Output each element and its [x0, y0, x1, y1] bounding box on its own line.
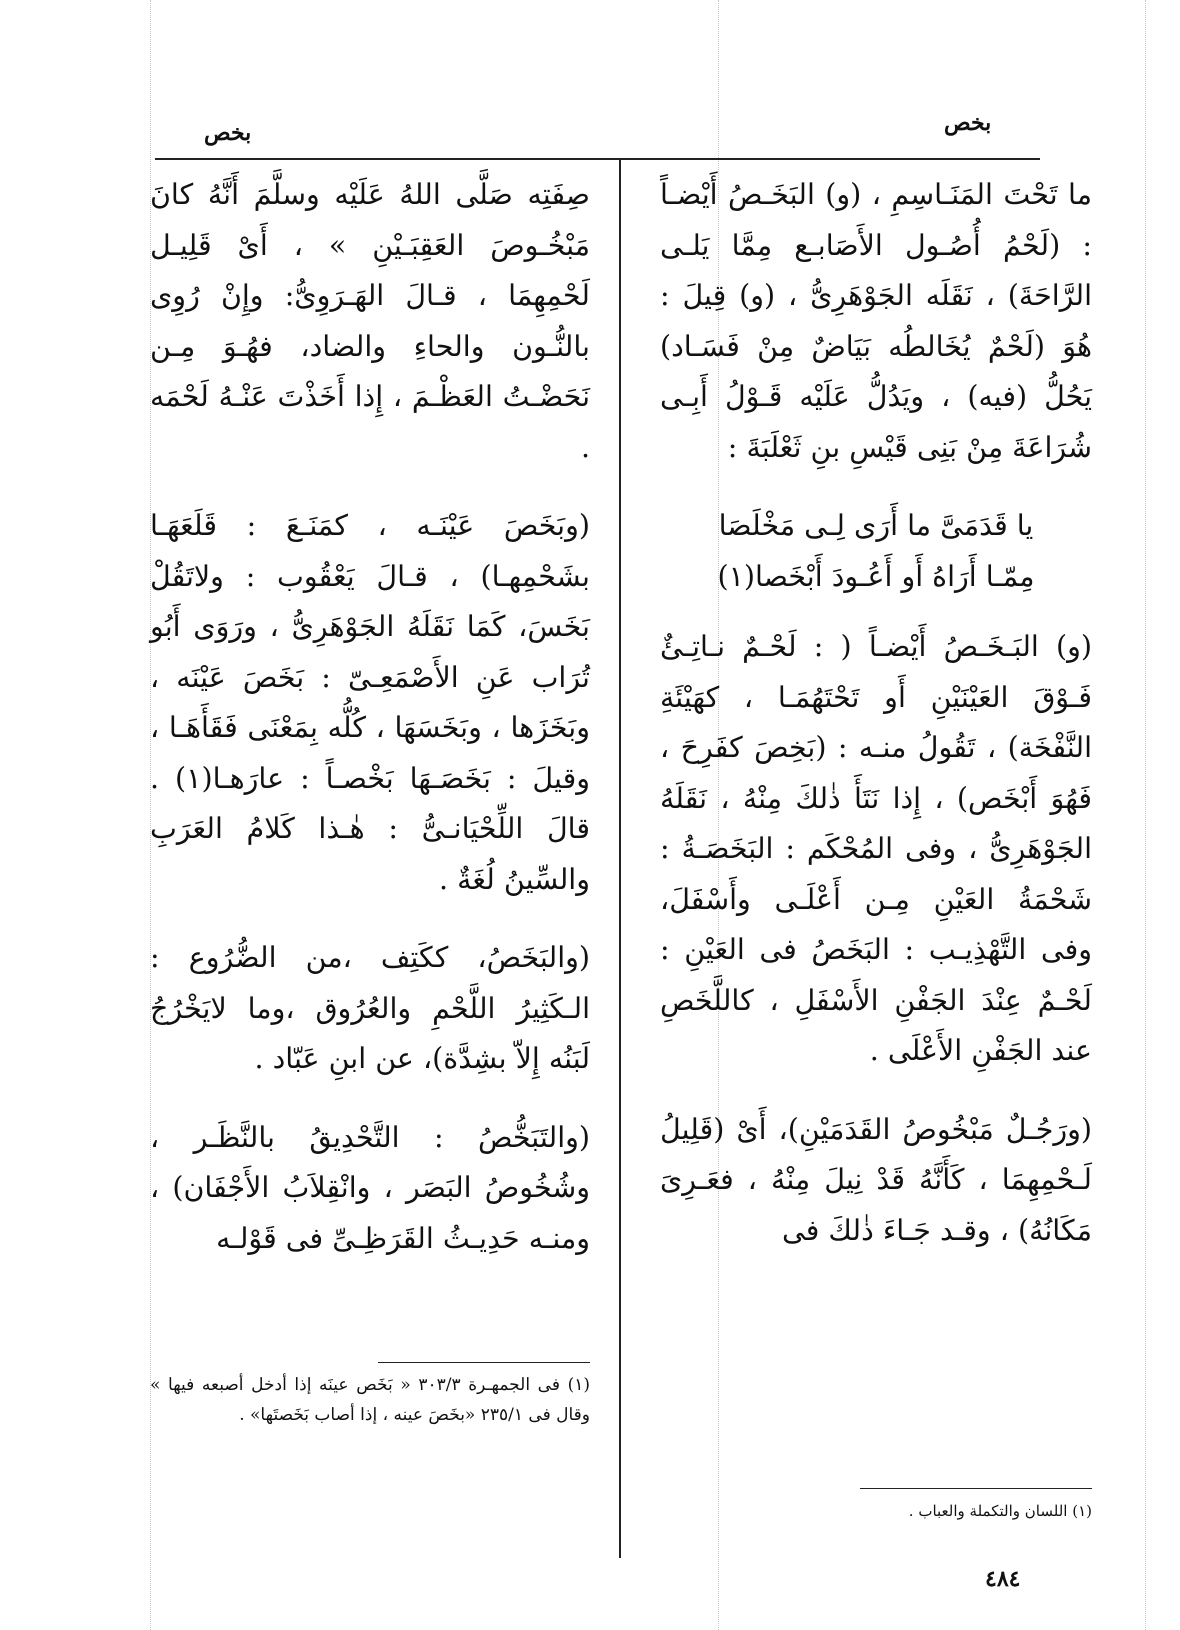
paragraph: (والتَبَخُّصُ : التَّحْدِيقُ بالنَّظَـر ، وشُخُوصُ البَصَر ، وانْقِلاَبُ الأَجْفَان) ، ومنـه حَدِيـثُ القَرَظِـىِّ فى قَوْلـه: [150, 1120, 590, 1255]
left-column: [150, 170, 590, 1292]
footnote: (١) فى الجمهـرة ٣٠٣/٣ « بَخَص عينَه إذا أدخل أصبعه فيها » وقال فى ٢٣٥/١ «بخَصَ عينه ، إذا أصاب بَخَصتَها» .: [150, 1375, 590, 1425]
paragraph: ما تَحْتَ المَنَـاسِمِ ، (و) البَخَـصُ أَيْضـاً : (لَحْمُ أُصُـول الأَصَابـع مِمَّا يَلـى الرَّاحَةَ) ، نَقَلَه الجَوْهَرِىُّ ، (و) قِيلَ : هُوَ (لَحْمٌ يُخَالطُه بَيَاضٌ مِنْ فَسَـاد) يَحُلُّ (فيه) ، ويَدُلُّ عَلَيْه قَـوْلُ أَبِـى شُرَاعَةَ مِنْ بَنِى قَيْسِ بنِ ثَعْلَبَةَ :: [660, 178, 1092, 464]
footnote-rule: [378, 1362, 590, 1363]
paragraph: (و) البَـخَـصُ أَيْضـاً ( : لَحْـمٌ نـاتِـئٌ فَـوْقَ العَيْنَيْنِ أَو تَحْتَهُمَـا ، كهَيْئَةِ النَّفْخَة) ، تَقُولُ منـه : (بَخِصَ كفَرِحَ ، فَهُوَ أَبْخَص) ، إِذا نَتَأَ ذٰلكَ مِنْهُ ، نَقَلَهُ الجَوْهَرِىُّ ، وفى المُحْكَم : البَخَصَـةُ : شَحْمَةُ العَيْنِ مِـن أَعْلَـى وأَسْفَلَ، وفى التَّهْذِيـب : البَخَصُ فى العَيْنِ : لَحْـمٌ عِنْدَ الجَفْنِ الأَسْفَلِ ، كاللَّخَصِ عند الجَفْنِ الأَعْلَى .: [660, 630, 1092, 1067]
footnote: (١) اللسان والتكملة والعباب .: [908, 1502, 1092, 1520]
running-header-right: بخص: [944, 110, 992, 136]
paragraph: (ورَجُـلٌ مَبْخُوصُ القَدَمَيْنِ)، أَىْ (قَلِيلُ لَـحْمِهِمَا ، كَأَنَّهُ قَدْ نِيلَ مِنْهُ ، فعَـرِىَ مَكَانُهُ) ، وقـد جَـاءَ ذٰلكَ فى: [660, 1112, 1092, 1247]
verse-line: يا قَدَمَىَّ ما أَرَى لِـى مَخْلَصَا: [718, 509, 1034, 542]
running-header-left: بخص: [204, 120, 252, 146]
footnote-rule: [860, 1488, 1092, 1489]
page-number: ٤٨٤: [985, 1566, 1021, 1592]
scan-guide-line: [1145, 0, 1146, 1630]
paragraph: (وبَخَصَ عَيْنَـه ، كمَنَـعَ : قَلَعَهَـا بشَحْمِهـا) ، قـالَ يَعْقُوب : ولاتَقُلْ بَخَسَ، كَمَا نَقَلَهُ الجَوْهَرِىُّ ، ورَوَى أَبُو تُرَاب عَنِ الأَصْمَعِـىّ : بَخَصَ عَيْنَه ، وبَخَزَها ، وبَخَسَهَا ، كُلُّه بِمَعْنَى فَقَأَهَـا ، وقيلَ : بَخَصَـهَا بَخْصـاً : عارَهـا(١) . قالَ اللِّحْيَانـىُّ : هٰـذا كَلامُ العَرَبِ والسِّينُ لُغَةٌ .: [150, 509, 590, 896]
paragraph: (والبَخَصُ، ككَتِف ،من الضُّرُوع : الـكَثِيرُ اللَّحْمِ والعُرُوق ،وما لايَخْرُجُ لَبَنُه إِلاّ بشِدَّة)، عن ابنِ عَبّاد .: [150, 941, 590, 1075]
verse-line: مِمّـا أَرَاهُ أَو أَعُـودَ أَبْخَصا(١): [717, 559, 1035, 593]
paragraph: صِفَتِه صَلَّى اللهُ عَلَيْه وسلَّمَ أَنَّهُ كانَ مَبْخُـوصَ العَقِبَـيْنِ » ، أَىْ قَلِيـل لَحْمِهِمَا ، قـالَ الهَـرَوِىُّ: وإِنْ رُوِى بالنُّـون والحاءِ والضاد، فهُـوَ مِـن نَحَضْـتُ العَظْـمَ ، إِذا أَخَذْتَ عَنْـهُ لَحْمَه .: [150, 178, 590, 464]
column-separator: [619, 158, 621, 1558]
header-rule: [155, 158, 1040, 160]
right-column: [660, 170, 1092, 1284]
